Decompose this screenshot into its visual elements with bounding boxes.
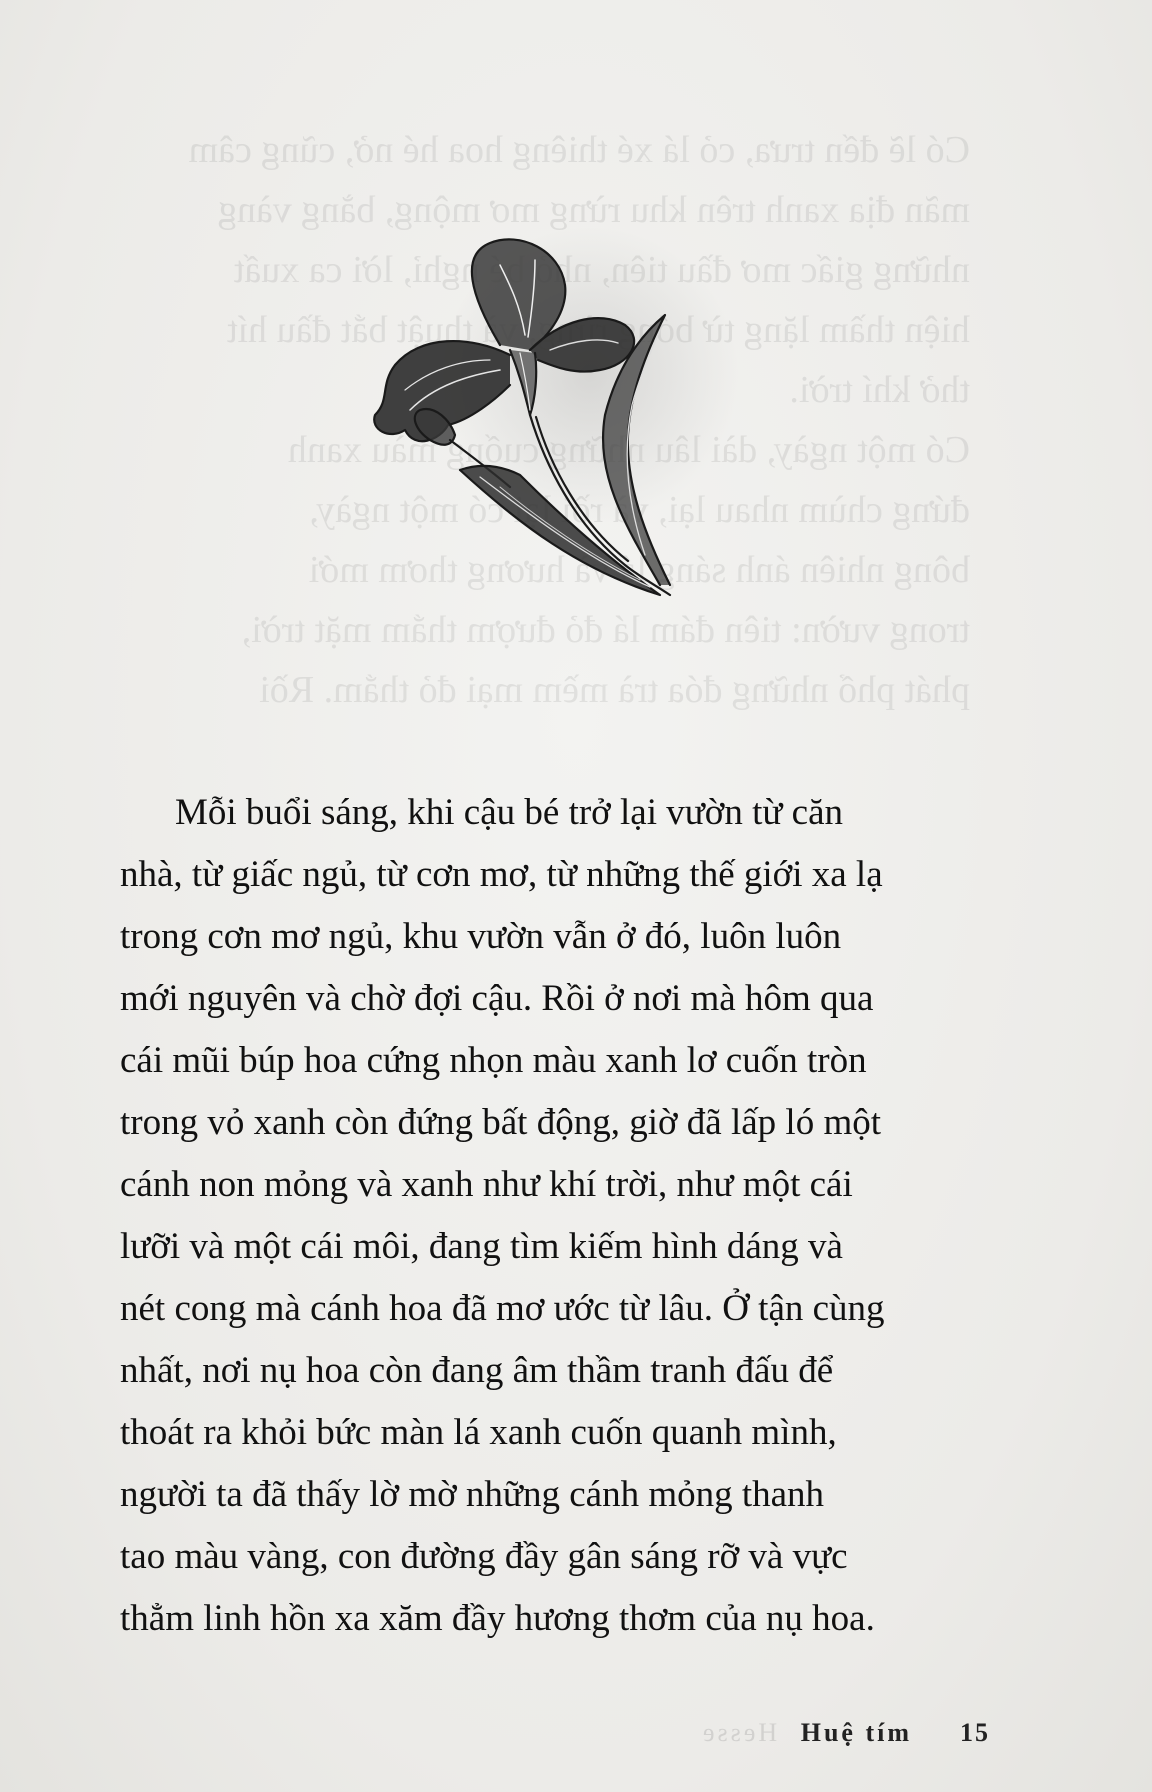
- text-line: cánh non mỏng và xanh như khí trời, như một cái: [120, 1164, 853, 1205]
- chapter-title: Huệ tím: [800, 1718, 912, 1747]
- text-line: nhất, nơi nụ hoa còn đang âm thầm tranh đấu để: [120, 1350, 834, 1391]
- footer-ghost-text: Hesse: [699, 1718, 777, 1747]
- bleed-line: thở khí trời.: [789, 369, 970, 411]
- iris-flower-icon: [360, 225, 780, 685]
- bleed-line: Có lẽ đến trưa, cỏ lá xé thiêng hoa hé nở, cũng câm: [188, 129, 970, 171]
- text-line: tao màu vàng, con đường đầy gân sáng rỡ và vực: [120, 1536, 848, 1577]
- bleed-line: bông nhiên ánh sáng lá và hương thơm mới: [308, 549, 970, 591]
- text-line: trong vỏ xanh còn đứng bất động, giờ đã lấp ló một: [120, 1102, 882, 1143]
- bleed-line: Có một ngày, dài màu xanh: [288, 429, 970, 471]
- bleed-line: phát phổ những đóa trà mềm mại đỏ thắm. Rồi: [259, 669, 970, 711]
- text-line: thẳm linh hồn xa xăm đầy hương thơm của nụ hoa.: [120, 1598, 875, 1639]
- text-line: thoát ra khỏi bức màn lá xanh cuốn quanh mình,: [120, 1412, 837, 1453]
- bleed-line: những giấc mơ đầu nghỉ, lời ca xuất: [233, 249, 970, 291]
- page-footer: [0, 1718, 990, 1748]
- body-paragraph: [120, 782, 990, 1650]
- bleed-line: đứng chùm nhau lại, có một ngày,: [309, 489, 970, 531]
- text-line: trong cơn mơ ngủ, khu vườn vẫn ở đó, luôn luôn: [120, 916, 842, 957]
- bleed-line: hiện thầm lặng thuật bắt đầu hít: [227, 309, 970, 351]
- text-line: Mỗi buổi sáng, khi cậu bé trở lại vườn từ căn: [175, 792, 844, 833]
- text-line: cái mũi búp hoa cứng nhọn màu xanh lơ cuốn tròn: [120, 1040, 867, 1081]
- text-line: người ta đã thấy lờ mờ những cánh mỏng thanh: [120, 1474, 825, 1515]
- text-line: nét cong mà cánh hoa đã mơ ước từ lâu. Ở tận cùng: [120, 1288, 885, 1329]
- text-line: mới nguyên và chờ đợi cậu. Rồi ở nơi mà hôm qua: [120, 978, 874, 1019]
- text-line: nhà, từ giấc ngủ, từ cơn mơ, từ những thế giới xa lạ: [120, 854, 883, 895]
- bleed-line: mãn địa xanh trên khu rừng mơ mộng, bằng vàng: [218, 189, 970, 231]
- page-number: 15: [960, 1718, 990, 1747]
- bleed-line: trong vườn: tiên đám lá đỏ đượm thắm mặt trời,: [241, 609, 970, 651]
- iris-illustration: [360, 225, 780, 685]
- text-line: lưỡi và một cái môi, đang tìm kiếm hình dáng và: [120, 1226, 843, 1267]
